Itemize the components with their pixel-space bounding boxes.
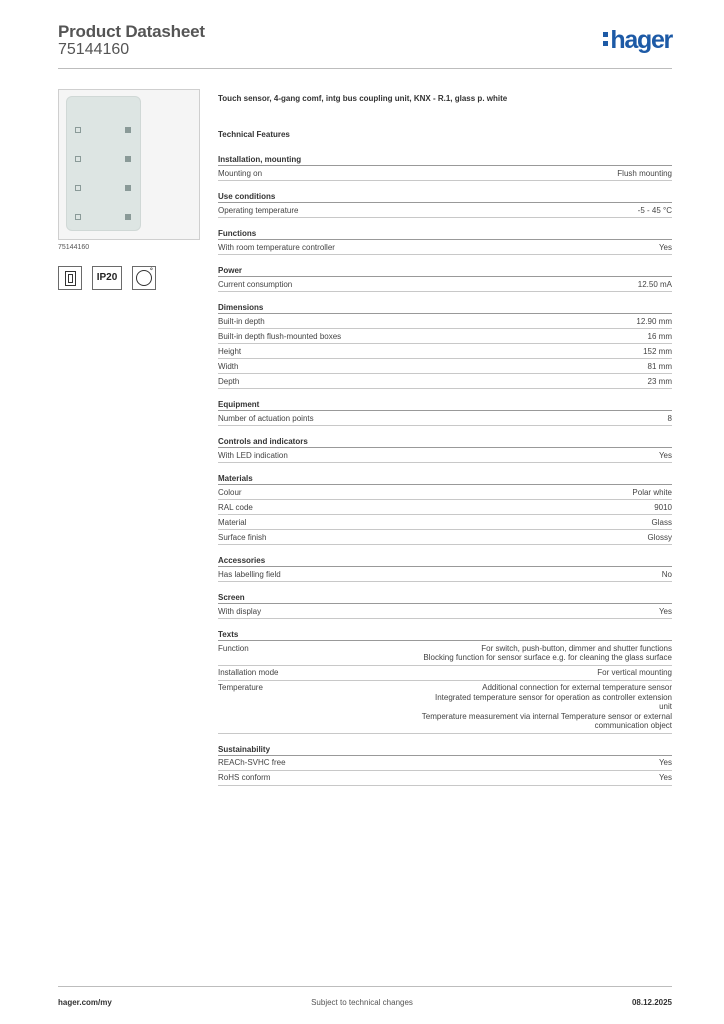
temperature-sensor-icon: ° [132, 266, 156, 290]
ip20-badge: IP20 [92, 266, 122, 290]
document-header [58, 22, 672, 68]
row-label: Height [218, 346, 242, 356]
image-caption: 75144160 [58, 244, 90, 251]
row-value [368, 362, 672, 372]
row-value-line: Yes [658, 450, 672, 460]
row-value [368, 243, 672, 253]
feature-section [218, 303, 672, 389]
table-row [218, 756, 672, 771]
row-value-line: Blocking function for sensor surface e.g. for cleaning the glass surface [423, 653, 672, 662]
feature-section [218, 266, 672, 292]
row-value-line: Additional connection for external temperature sensor [482, 683, 672, 692]
table-row [218, 515, 672, 530]
table-row [218, 567, 672, 582]
row-value-line: unit [659, 702, 672, 711]
feature-section [218, 155, 672, 181]
row-label: Mounting on [218, 168, 263, 178]
row-value [368, 451, 672, 461]
feature-section [218, 192, 672, 218]
row-value [368, 773, 672, 783]
row-value [368, 668, 672, 678]
section-title: Accessories [218, 556, 672, 567]
row-label: RoHS conform [218, 773, 271, 782]
row-value [368, 683, 672, 731]
table-row [218, 344, 672, 359]
table-row [218, 500, 672, 515]
row-value-line: Temperature measurement via internal Temperature sensor or external [421, 711, 672, 721]
table-row [218, 411, 672, 426]
row-value-line: Polar white [632, 487, 672, 497]
section-title: Functions [218, 229, 672, 240]
row-value-line: 12.50 mA [637, 279, 672, 289]
footer-website: hager.com/my [58, 998, 112, 1007]
table-row [218, 448, 672, 463]
section-title: Installation, mounting [218, 155, 672, 166]
row-value-line: 9010 [654, 502, 672, 512]
section-title: Controls and indicators [218, 437, 672, 448]
feature-section [218, 437, 672, 463]
row-value-line: 23 mm [647, 376, 672, 386]
row-label: RAL code [218, 502, 253, 512]
row-value [368, 503, 672, 513]
row-value [368, 570, 672, 580]
row-value-line: 8 [667, 413, 672, 423]
row-value [368, 206, 672, 216]
row-value-line: 81 mm [647, 361, 672, 371]
row-label: Function [218, 643, 249, 653]
hager-logo [603, 26, 672, 55]
row-label: Number of actuation points [218, 413, 314, 423]
table-row [218, 166, 672, 181]
row-label: Operating temperature [218, 205, 299, 215]
device-row [75, 125, 133, 135]
row-label: Built-in depth flush-mounted boxes [218, 331, 342, 341]
row-value [368, 317, 672, 327]
row-value [368, 644, 672, 663]
technical-features-heading: Technical Features [218, 130, 290, 139]
section-title: Power [218, 266, 672, 277]
section-title: Dimensions [218, 303, 672, 314]
section-title: Use conditions [218, 192, 672, 203]
row-value [368, 347, 672, 357]
feature-section [218, 593, 672, 619]
row-label: Temperature [218, 683, 263, 692]
feature-sections [218, 155, 672, 786]
row-value-line: Integrated temperature sensor for operation as controller extension [434, 692, 672, 702]
table-row [218, 277, 672, 292]
row-label: Current consumption [218, 279, 293, 289]
footer-divider [58, 986, 672, 987]
row-label: Installation mode [218, 668, 279, 677]
table-row [218, 530, 672, 545]
product-image [58, 89, 200, 240]
row-value [368, 332, 672, 342]
document-number: 75144160 [58, 41, 130, 58]
table-row [218, 681, 672, 734]
row-label: Width [218, 361, 239, 371]
table-row [218, 240, 672, 255]
row-value-line: Yes [658, 242, 672, 252]
feature-section [218, 745, 672, 786]
row-value-line: No [661, 569, 672, 579]
row-value-line: Glass [651, 517, 672, 527]
row-value-line: 12.90 mm [636, 316, 672, 326]
flush-mount-icon [58, 266, 82, 290]
row-value [368, 607, 672, 617]
row-value [368, 377, 672, 387]
table-row [218, 485, 672, 500]
logo-text: hager [610, 26, 672, 54]
row-label: With room temperature controller [218, 242, 335, 252]
section-title: Sustainability [218, 745, 672, 756]
row-label: Depth [218, 376, 240, 386]
technical-content [218, 94, 672, 786]
row-label: Built-in depth [218, 316, 265, 326]
row-value [368, 488, 672, 498]
feature-section [218, 474, 672, 545]
table-row [218, 604, 672, 619]
section-title: Texts [218, 630, 672, 641]
table-row [218, 203, 672, 218]
row-value-line: -5 - 45 °C [637, 205, 672, 215]
table-row [218, 666, 672, 681]
row-value [368, 533, 672, 543]
section-title: Materials [218, 474, 672, 485]
row-value-line: Yes [658, 773, 672, 782]
table-row [218, 771, 672, 786]
logo-dots-icon [603, 31, 608, 47]
row-value-line: For switch, push-button, dimmer and shutter functions [481, 643, 672, 653]
row-value [368, 414, 672, 424]
header-divider [58, 68, 672, 69]
row-label: Has labelling field [218, 569, 281, 579]
row-value [368, 518, 672, 528]
row-value [368, 280, 672, 290]
device-row [75, 212, 133, 222]
row-label: REACh-SVHC free [218, 758, 286, 767]
feature-section [218, 556, 672, 582]
row-value-line: communication object [594, 721, 672, 730]
row-value-line: 16 mm [647, 331, 672, 341]
section-title: Screen [218, 593, 672, 604]
row-value-line: For vertical mounting [597, 668, 672, 677]
feature-section [218, 229, 672, 255]
table-row [218, 329, 672, 344]
device-row [75, 183, 133, 193]
table-row [218, 359, 672, 374]
table-row [218, 314, 672, 329]
row-value [368, 758, 672, 768]
document-title: Product Datasheet [58, 22, 205, 41]
row-label: With LED indication [218, 450, 288, 460]
feature-section [218, 630, 672, 734]
row-value-line: Flush mounting [617, 168, 672, 178]
footer-date: 08.12.2025 [631, 998, 672, 1007]
section-title: Equipment [218, 400, 672, 411]
table-row [218, 374, 672, 389]
row-label: With display [218, 606, 262, 616]
row-label: Colour [218, 487, 242, 497]
feature-section [218, 400, 672, 426]
device-row [75, 154, 133, 164]
row-value-line: Glossy [647, 532, 672, 542]
footer-notice: Subject to technical changes [311, 998, 413, 1007]
row-label: Surface finish [218, 532, 267, 542]
row-label: Material [218, 517, 247, 527]
row-value [368, 169, 672, 179]
row-value-line: Yes [658, 606, 672, 616]
product-description: Touch sensor, 4-gang comf, intg bus coupling unit, KNX - R.1, glass p. white [218, 94, 508, 103]
row-value-line: 152 mm [643, 346, 672, 356]
row-value-line: Yes [658, 758, 672, 767]
touch-sensor-illustration [66, 96, 141, 231]
table-row [218, 641, 672, 666]
